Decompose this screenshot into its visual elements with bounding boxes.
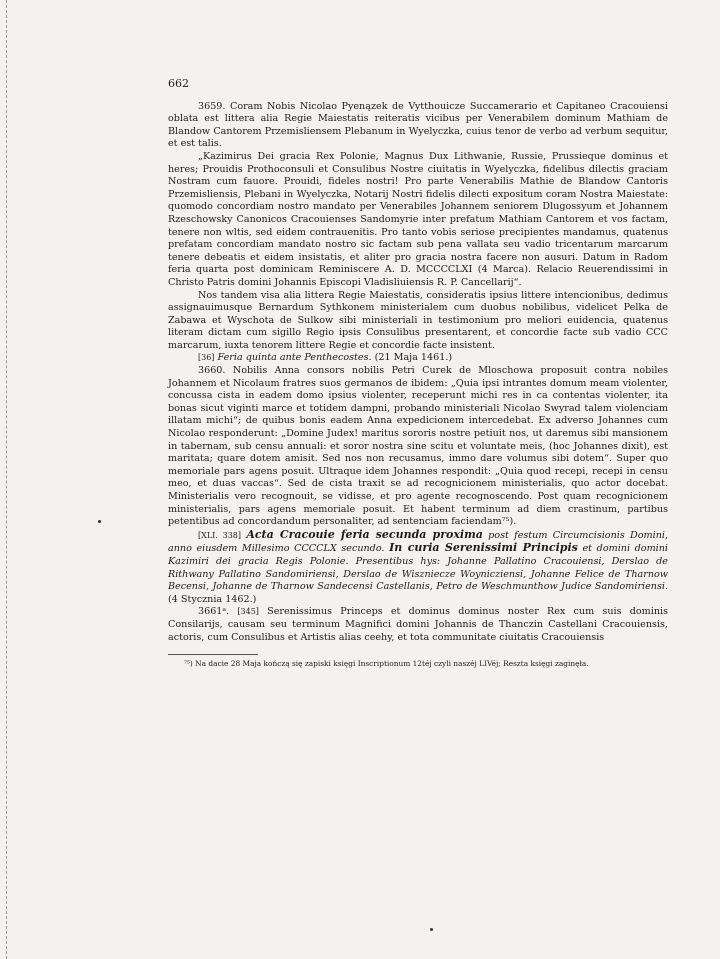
date: (4 Stycznia 1462.) xyxy=(168,593,257,605)
feast-day: Feria quinta ante Penthecostes. xyxy=(217,352,372,364)
speck xyxy=(98,520,101,523)
heading-gothic-2: In curia Serenissimi Principis xyxy=(389,541,578,555)
page-content xyxy=(168,78,668,669)
footnote-rule xyxy=(168,654,258,655)
entry-number: 3661ᵃ. xyxy=(198,606,230,618)
folio-ref: [36] xyxy=(198,353,215,363)
folio-ref: [XLI. 338] xyxy=(198,530,242,540)
folio-ref: [345] xyxy=(237,607,259,617)
heading-gothic-1: Acta Cracouie feria secunda proxima xyxy=(246,527,483,541)
entry-3661 xyxy=(168,606,668,644)
date-line-3660 xyxy=(168,352,668,365)
page-edge xyxy=(6,0,8,959)
page-number: 662 xyxy=(168,77,189,90)
speck xyxy=(430,928,433,931)
date: (21 Maja 1461.) xyxy=(374,352,453,364)
entry-3659-end: Nos tandem visa alia littera Regie Maiestatis, consideratis ipsius littere intencionibus, dedimus assignauimusque Bernardum Sythkonem ministerialem cum duobus nobilibus, videlicet Pelka de Zabawa et Wyschota de Sulkow sibi ministeriali in testimonium pro meliori euidencia, quatenus literam dictam cum sigillo Regio ipsis Consulibus presentarent, et concordie facte sub vadio CCC marcarum, iuxta tenorem littere Regie et concordie facte insistent. xyxy=(168,289,668,351)
heading-xli xyxy=(168,529,668,607)
entry-3659: 3659. Coram Nobis Nicolao Pyenązek de Vytthouicze Succamerario et Capitaneo Cracouiensi oblata est littera alia Regie Maiestatis reiteratis vicibus per Venerabilem dominum Mathiam de Blandow Cantorem Przemisliensem Plebanum in Wyelyczka, cuius tenor de verbo ad verbum sequitur, et est talis. xyxy=(168,100,668,150)
footnote: ⁷⁵) Na dacie 28 Maja kończą się zapiski księgi Inscriptionum 12téj czyli naszéj LIVéj; Reszta księgi zaginęła. xyxy=(184,659,589,669)
entry-3660: 3660. Nobilis Anna consors nobilis Petri Curek de Mloschowa proposuit contra nobiles Johannem et Nicolaum fratres suos germanos de ibidem: „Quia ipsi intrantes domum meam violenter, concussa cista in eadem domo ipsius violenter, receperunt michi res in ca contentas violenter, ita bonas sicut viginti marce et totidem dampni, probando ministeriali Nicolao Swyrad talem violenciam illatam michi“; de quibus bonis eadem Anna expedicionem intercedebat. Ex adverso Johannes cum Nicolao responderunt: „Domine Judex! maritus sororis nostre petiuit nos, ut daremus sibi mansionem in tabernam, sub censu annuali: et soror nostra sine scitu et voluntate meis, (hoc Johannes dixit), est maritata; quare dotem amisit. Sed nos non recusamus, immo dare volumus sibi dotem“. Super quo memoriale pars agens posuit. Ultraque idem Johannes respondit: „Quia quod recepi, recepi in censu meo, et duas vaccas“. Sed de cista traxit se ad recognicionem ministerialis, quo actor docebat. Ministerialis vero recognouit, se vidisse, et pro agente recognoscendo. Post quam recognicionem ministerialis, pars agens memoriale posuit. Et habent terminum ad diem crastinum, partibus petentibus ad concordandum personaliter, ad sentenciam faciendam⁷⁵). xyxy=(168,365,668,528)
heading-text-2: et domini domini Kazimiri dei gracia Regis Polonie. Presentibus hys: Johanne Pallatino Cracouiensi, Derslao de Rithwany Pallatino Sandomiriensi, Derslao de Wiszniecze Woynicziensi, Johanne Felice de Tharnow Becensi, Johanne de Tharnow Sandecensi Castellanis, Petro de Weschmunthow Judice Sandomiriensi. xyxy=(168,543,668,593)
heading-text-1: post festum Circumcisionis Domini, anno eiusdem Millesimo CCCCLX secundo. xyxy=(168,529,668,555)
entry-text: Serenissimus Princeps et dominus dominus noster Rex cum suis dominis Consilarijs, causam seu terminum Magnifici domini Johannis de Thanczin Castellani Cracouiensis, actoris, cum Consulibus et Artistis alias ceehy, et tota communitate ciuitatis Cracouiensis xyxy=(168,606,668,643)
entry-3659-letter: „Kazimirus Dei gracia Rex Polonie, Magnus Dux Lithwanie, Russie, Prussieque dominus et heres; Prouidis Prothoconsuli et Consulibus Nostre ciuitatis in Wyelyczka, fidelibus dilectis graciam Nostram cum fauore. Prouidi, fideles nostri! Pro parte Venerabilis Mathie de Blandow Cantoris Przemisliensis, Plebani in Wyelyczka, Notarij Nostri fidelis dilecti expositum coram Nostra Maiestate: quomodo concordiam nostro mandato per Venerabiles Johannem seniorem Dlugossyum et Johannem Rzeschowsky Canonicos Cracouienses Sandomyrie inter prefatum Mathiam Cantorem et vos factam, tenere non wltis, sed eidem contrauenitis. Pro tanto vobis seriose precipientes mandamus, quatenus prefatam concordiam mandato nostro sic factam sub pena vallata seu vadio tricentarum marcarum tenere debeatis et eidem insistatis, et aliter pro gracia nostra facere non ausuri. Datum in Radom feria quarta post dominicam Reminiscere A. D. MCCCCLXI (4 Marca). Relacio Reuerendissimi in Christo Patris domini Johannis Episcopi Vladisliuiensis R. P. Cancellarij“. xyxy=(168,150,668,288)
